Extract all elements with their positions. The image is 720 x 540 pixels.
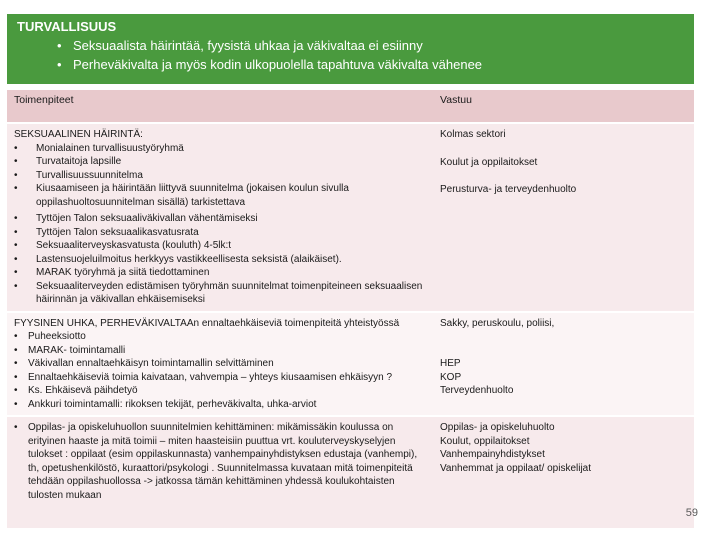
responsibility-text: Terveydenhuolto [440,385,514,396]
responsibility-text: Vanhempainyhdistykset [440,449,545,460]
list-item: • Turvallisuussuunnitelma [14,169,426,183]
list-item: • Monialainen turvallisuustyöryhmä [14,142,426,156]
table-row [7,416,694,528]
header-bullet: • Seksuaalista häirintää, fyysistä uhkaa ja väkivaltaa ei esiinny [57,36,684,55]
column-header-measures: Toimenpiteet [7,89,433,123]
harassment-heading: SEKSUAALINEN HÄIRINTÄ: [14,129,143,140]
list-item: • Tyttöjen Talon seksuaalikasvatusrata [14,226,426,240]
responsibility-text: Sakky, peruskoulu, poliisi, [440,317,555,329]
care-plan-cell [7,416,433,528]
responsibility-text: KOP [440,371,462,383]
list-item: • MARAK työryhmä ja siitä tiedottaminen [14,266,426,280]
list-item: • Kiusaamiseen ja häirintään liittyvä suunnitelma (jokaisen koulun sivulla oppilashuoltosuunnitelman sisällä) tarkistettava [14,182,426,209]
responsibility-text: HEP [440,358,461,369]
responsibility-text: Oppilas- ja opiskeluhuolto [440,422,555,433]
physical-cell [7,312,433,417]
care-plan-responsibility-cell [433,416,694,528]
list-item: • Oppilas- ja opiskeluhuollon suunnitelmien kehittäminen: mikämissäkin koulussa on erityinen haaste ja mitä toimii – miten haasteisiin puuttua vrt. kouluterveyskyselyjen tulokset : oppilaat (esim oppilaskunnasta) vanhempainyhdistyksen edustaja (vanhempi), th, opetushenkilöstö, kuraattori/psykologi . Suunnitelmassa kuvataan mitä toimenpiteitä tehdään oppilashuollossa -> jatkossa tämän kehittäminen yhdessä koulukohtaisten tulosten mukaan [14,421,426,502]
care-plan-list [14,421,426,502]
page-number: 59 [685,507,698,519]
list-item: • Seksuaaliterveyskasvatusta (kouluth) 4-5lk:t [14,239,426,253]
header-bullets [17,36,684,74]
measures-table [7,88,694,528]
list-item: • Ankkuri toimintamalli: rikoksen tekijät, perheväkivalta, uhka-arviot [14,398,426,412]
slide-header [7,14,694,84]
responsibility-text: Koulut ja oppilaitokset [440,156,538,168]
table-row [7,123,694,312]
list-item: • Puheeksiotto [14,330,426,344]
column-header-responsibility: Vastuu [433,89,694,123]
header-bullet: • Perheväkivalta ja myös kodin ulkopuolella tapahtuva väkivalta vähenee [57,55,684,74]
list-item: • MARAK- toimintamalli [14,344,426,358]
harassment-responsibility-cell [433,123,694,312]
harassment-cell [7,123,433,312]
physical-responsibility-cell [433,312,694,417]
list-item: • Seksuaaliterveyden edistämisen työryhmän suunnitelmat toimenpiteineen seksuaalisen häirinnän ja väkivallan ehkäisemiseksi [14,280,426,307]
list-item: • Tyttöjen Talon seksuaaliväkivallan vähentämiseksi [14,212,426,226]
responsibility-text: Koulut, oppilaitokset [440,435,530,447]
responsibility-text: Kolmas sektori [440,129,506,140]
list-item: • Lastensuojeluilmoitus herkkyys vastikkeellisesta seksistä (alaikäiset). [14,253,426,267]
responsibility-text: Perusturva- ja terveydenhuolto [440,184,577,195]
table-header-row [7,89,694,123]
harassment-list [14,142,426,307]
table-row [7,312,694,417]
physical-heading: FYYSINEN UHKA, PERHEVÄKIVALTAAn ennaltaehkäiseviä toimenpiteitä yhteistyössä [14,317,400,329]
responsibility-text: Vanhemmat ja oppilaat/ opiskelijat [440,462,592,474]
physical-list [14,330,426,411]
list-item: • Ennaltaehkäiseviä toimia kaivataan, vahvempia – yhteys kiusaamisen ehkäisyyn ? [14,371,426,385]
slide-title: TURVALLISUUS [17,19,117,34]
list-item: • Ks. Ehkäisevä päihdetyö [14,384,426,398]
list-item: • Väkivallan ennaltaehkäisyn toimintamallin selvittäminen [14,357,426,371]
list-item: • Turvataitoja lapsille [14,155,426,169]
